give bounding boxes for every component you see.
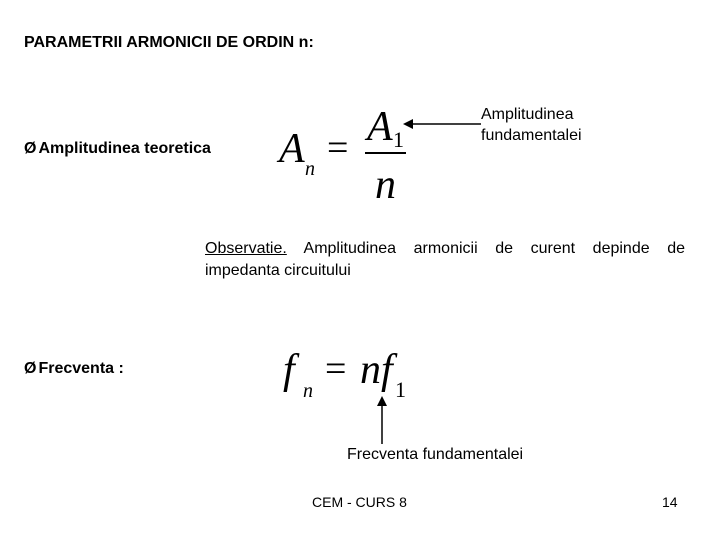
amplitude-formula <box>275 95 425 210</box>
bullet-frequency-label: Frecventa : <box>38 360 124 377</box>
amplitude-fundamental-line1: Amplitudinea <box>481 106 574 123</box>
formula1-numerator: A <box>367 104 393 150</box>
bullet-amplitude-label: Amplitudinea teoretica <box>38 140 211 157</box>
frequency-fundamental-note: Frecventa fundamentalei <box>347 446 524 463</box>
bullet-amplitude <box>24 140 211 158</box>
formula1-lhs-sub: n <box>305 158 315 180</box>
arrow-bullet-icon: Ø <box>24 360 37 377</box>
frequency-formula <box>275 345 425 405</box>
formula1-lhs: A <box>279 126 305 172</box>
arrow-bullet-icon: Ø <box>24 140 37 157</box>
arrow-to-f1-icon <box>375 396 389 444</box>
formula2-coef: n <box>360 347 381 393</box>
formula1-equals: = <box>327 127 349 169</box>
amplitude-fundamental-note <box>481 104 621 146</box>
observation-body: Amplitudinea armonicii de curent depinde de impedanta circuitului <box>205 240 685 279</box>
observation-lead: Observatie. <box>205 240 287 257</box>
formula2-lhs: f <box>283 347 295 393</box>
footer-course: CEM - CURS 8 <box>312 494 407 510</box>
bullet-frequency <box>24 360 124 378</box>
formula1-numerator-sub: 1 <box>393 127 404 152</box>
formula2-sub: 1 <box>395 377 406 402</box>
formula2-lhs-sub: n <box>303 380 313 402</box>
observation-text <box>205 238 685 282</box>
slide-title: PARAMETRII ARMONICII DE ORDIN n: <box>24 34 314 51</box>
amplitude-fundamental-line2: fundamentalei <box>481 127 582 144</box>
page-number: 14 <box>662 494 678 510</box>
formula2-f: f <box>381 347 393 393</box>
formula1-denominator: n <box>375 162 396 208</box>
formula2-equals: = <box>325 348 347 390</box>
arrow-to-fundamental-icon <box>403 117 483 131</box>
